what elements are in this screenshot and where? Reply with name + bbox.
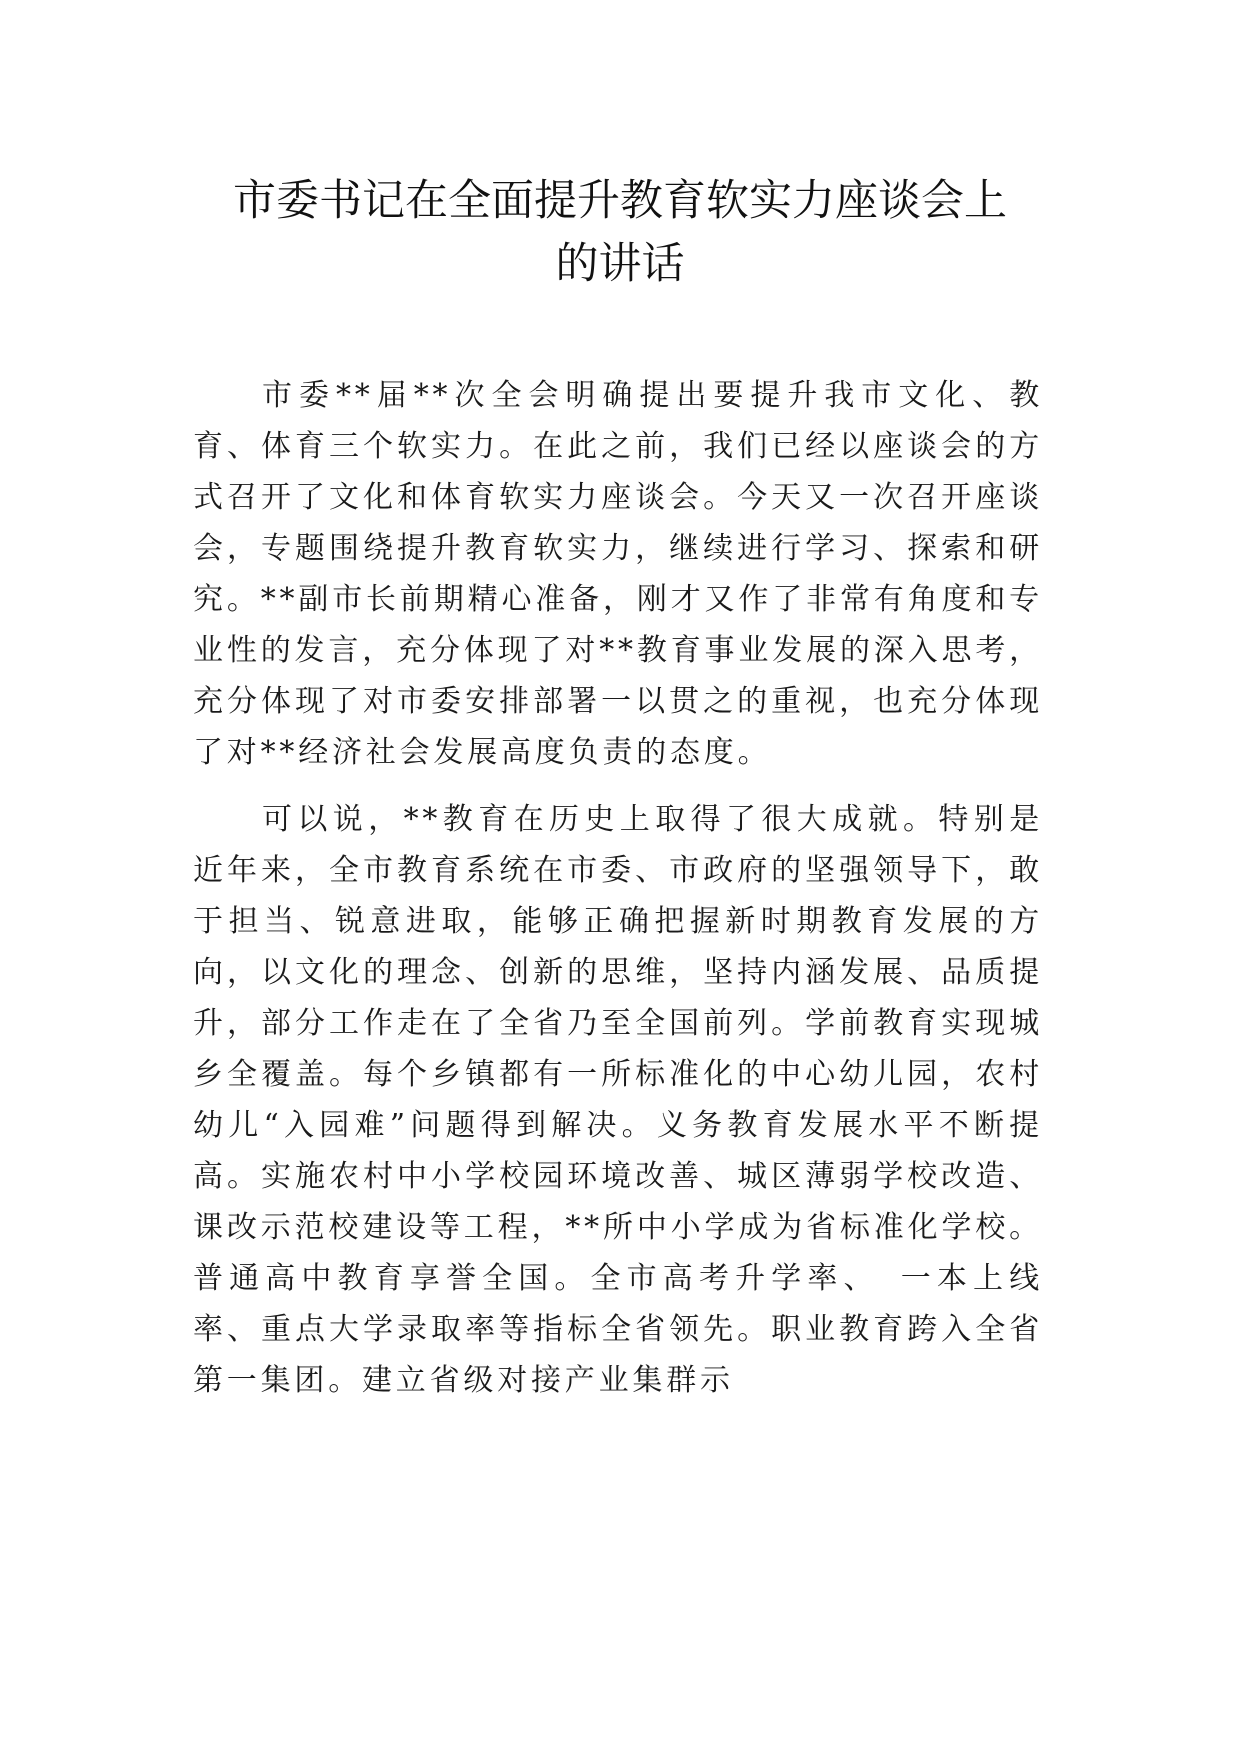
document-body	[193, 370, 1043, 1422]
paragraph-1: 市委**届**次全会明确提出要提升我市文化、教育、体育三个软实力。在此之前，我们已经以座谈会的方式召开了文化和体育软实力座谈会。今天又一次召开座谈会，专题围绕提升教育软实力，继续进行学习、探索和研究。**副市长前期精心准备，刚才又作了非常有角度和专业性的发言，充分体现了对**教育事业发展的深入思考，充分体现了对市委安排部署一以贯之的重视，也充分体现了对**经济社会发展高度负责的态度。	[193, 378, 1043, 770]
title-line-1: 市委书记在全面提升教育软实力座谈会上	[233, 176, 1007, 226]
document-title	[190, 170, 1050, 296]
title-line-2: 的讲话	[555, 239, 685, 289]
paragraph-2: 可以说，**教育在历史上取得了很大成就。特别是近年来，全市教育系统在市委、市政府的坚强领导下，敢于担当、锐意进取，能够正确把握新时期教育发展的方向，以文化的理念、创新的思维，坚持内涵发展、品质提升，部分工作走在了全省乃至全国前列。学前教育实现城乡全覆盖。每个乡镇都有一所标准化的中心幼儿园，农村幼儿“入园难”问题得到解决。义务教育发展水平不断提高。实施农村中小学校园环境改善、城区薄弱学校改造、课改示范校建设等工程，**所中小学成为省标准化学校。普通高中教育享誉全国。全市高考升学率、 一本上线率、重点大学录取率等指标全省领先。职业教育跨入全省第一集团。建立省级对接产业集群示	[193, 802, 1043, 1398]
